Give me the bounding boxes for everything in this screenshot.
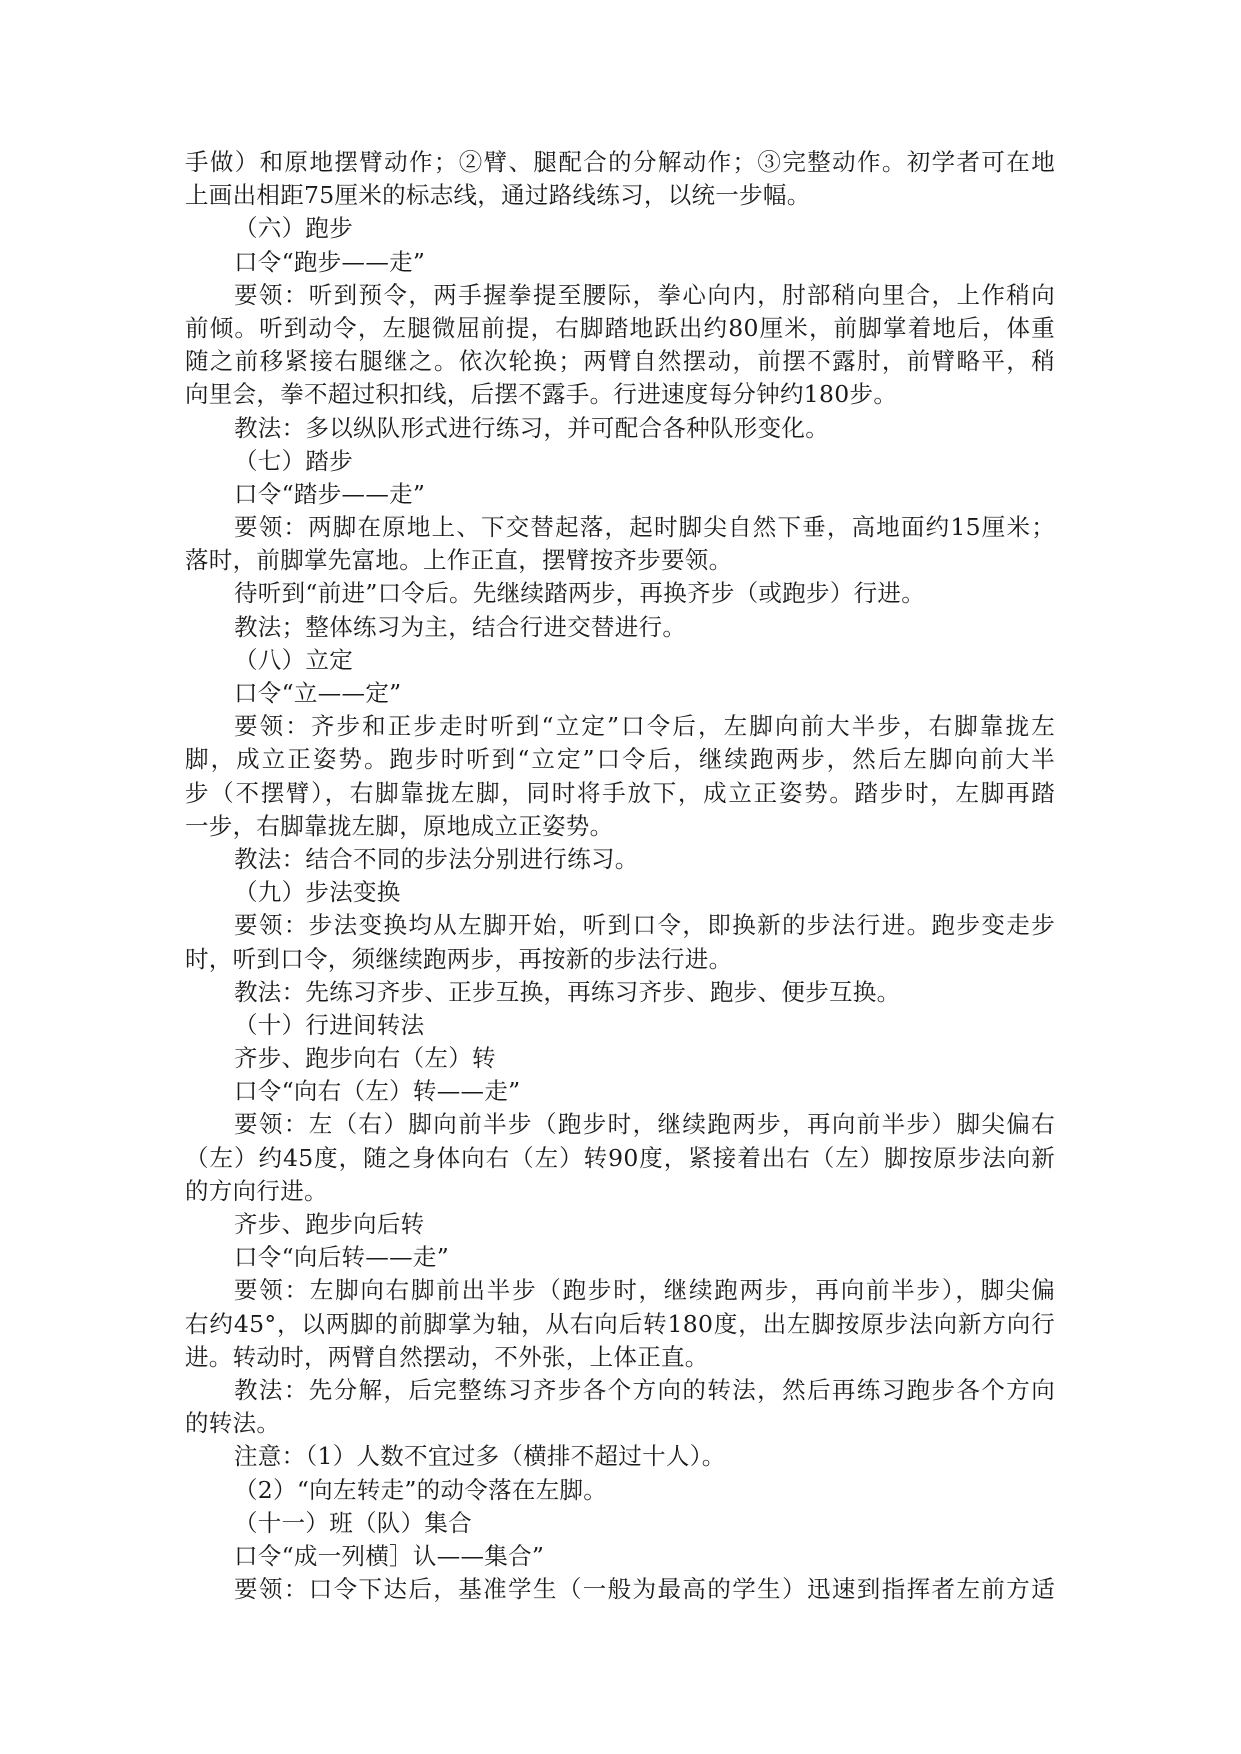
text-line: （八）立定 [234,645,353,674]
text-line: 要领：口令下达后，基准学生（一般为最高的学生）迅速到指挥者左前方适 [234,1575,1055,1604]
text-line: 落时，前脚掌先富地。上作正直，摆臂按齐步要领。 [185,546,733,575]
text-line: 注意：（1）人数不宜过多（横排不超过十人）。 [234,1442,726,1471]
text-line: （七）踏步 [234,446,353,475]
text-line: 进。转动时，两臂自然摆动，不外张，上体正直。 [185,1342,709,1371]
text-line: 教法：先分解，后完整练习齐步各个方向的转法，然后再练习跑步各个方向 [234,1375,1055,1404]
text-line: 教法：先练习齐步、正步互换，再练习齐步、跑步、便步互换。 [234,977,901,1006]
text-line: 教法：多以纵队形式进行练习，并可配合各种队形变化。 [234,413,829,442]
text-line: 教法：结合不同的步法分别进行练习。 [234,844,639,873]
text-line: 口令“踏步——走” [234,479,426,508]
text-line: 脚，成立正姿势。跑步时听到“立定”口令后，继续跑两步，然后左脚向前大半 [185,745,1055,774]
text-line: 口令“向右（左）转——走” [234,1077,521,1106]
text-line: 一步，右脚靠拢左脚，原地成立正姿势。 [185,811,614,840]
text-line: 手做）和原地摆臂动作；②臂、腿配合的分解动作；③完整动作。初学者可在地 [185,148,1055,176]
text-line: 要领：步法变换均从左脚开始，听到口令，即换新的步法行进。跑步变走步 [234,911,1055,940]
text-line: 要领：两脚在原地上、下交替起落，起时脚尖自然下垂，高地面约15厘米； [234,513,1055,542]
text-line: （左）约45度，随之身体向右（左）转90度，紧接着出右（左）脚按原步法向新 [185,1143,1055,1172]
text-line: 的转法。 [185,1409,281,1438]
text-line: 口令“成一列横］认——集合” [234,1541,545,1570]
text-line: 要领：左脚向右脚前出半步（跑步时，继续跑两步，再向前半步），脚尖偏 [234,1276,1055,1305]
text-line: 时，听到口令，须继续跑两步，再按新的步法行进。 [185,944,733,973]
text-line: 要领：齐步和正步走时听到“立定”口令后，左脚向前大半步，右脚靠拢左 [234,712,1055,741]
text-line: 右约45°，以两脚的前脚掌为轴，从右向后转180度，出左脚按原步法向新方向行 [185,1309,1055,1338]
text-line: 随之前移紧接右腿继之。依次轮换；两臂自然摆动，前摆不露肘，前臂略平，稍 [185,347,1055,376]
text-line: 上画出相距75厘米的标志线，通过路线练习，以统一步幅。 [185,181,811,210]
text-line: 的方向行进。 [185,1176,328,1205]
document-page [185,146,1055,1606]
text-line: 齐步、跑步向右（左）转 [234,1044,496,1073]
text-line: 前倾。听到动令，左腿微屈前提，右脚踏地跃出约80厘米，前脚掌着地后，体重 [185,313,1055,342]
text-line: （六）跑步 [234,214,353,243]
text-line: 待听到“前进”口令后。先继续踏两步，再换齐步（或跑步）行进。 [234,579,926,608]
text-line: 向里会，拳不超过积扣线，后摆不露手。行进速度每分钟约180步。 [185,380,898,409]
text-line: 口令“向后转——走” [234,1243,450,1272]
text-line: 齐步、跑步向后转 [234,1210,425,1238]
text-line: 口令“跑步——走” [234,247,426,276]
text-line: 教法；整体练习为主，结合行进交替进行。 [234,612,687,641]
text-line: （2）“向左转走”的动令落在左脚。 [234,1475,608,1504]
text-line: 步（不摆臂），右脚靠拢左脚，同时将手放下，成立正姿势。踏步时，左脚再踏 [185,778,1055,807]
text-line: （十一）班（队）集合 [234,1508,472,1537]
text-line: 要领：左（右）脚向前半步（跑步时，继续跑两步，再向前半步）脚尖偏右 [234,1110,1055,1139]
text-line: 口令“立——定” [234,679,402,707]
text-line: （九）步法变换 [234,878,401,907]
text-line: （十）行进间转法 [234,1010,425,1039]
text-line: 要领：听到预令，两手握拳提至腰际，拳心向内，肘部稍向里合，上作稍向 [234,280,1055,309]
